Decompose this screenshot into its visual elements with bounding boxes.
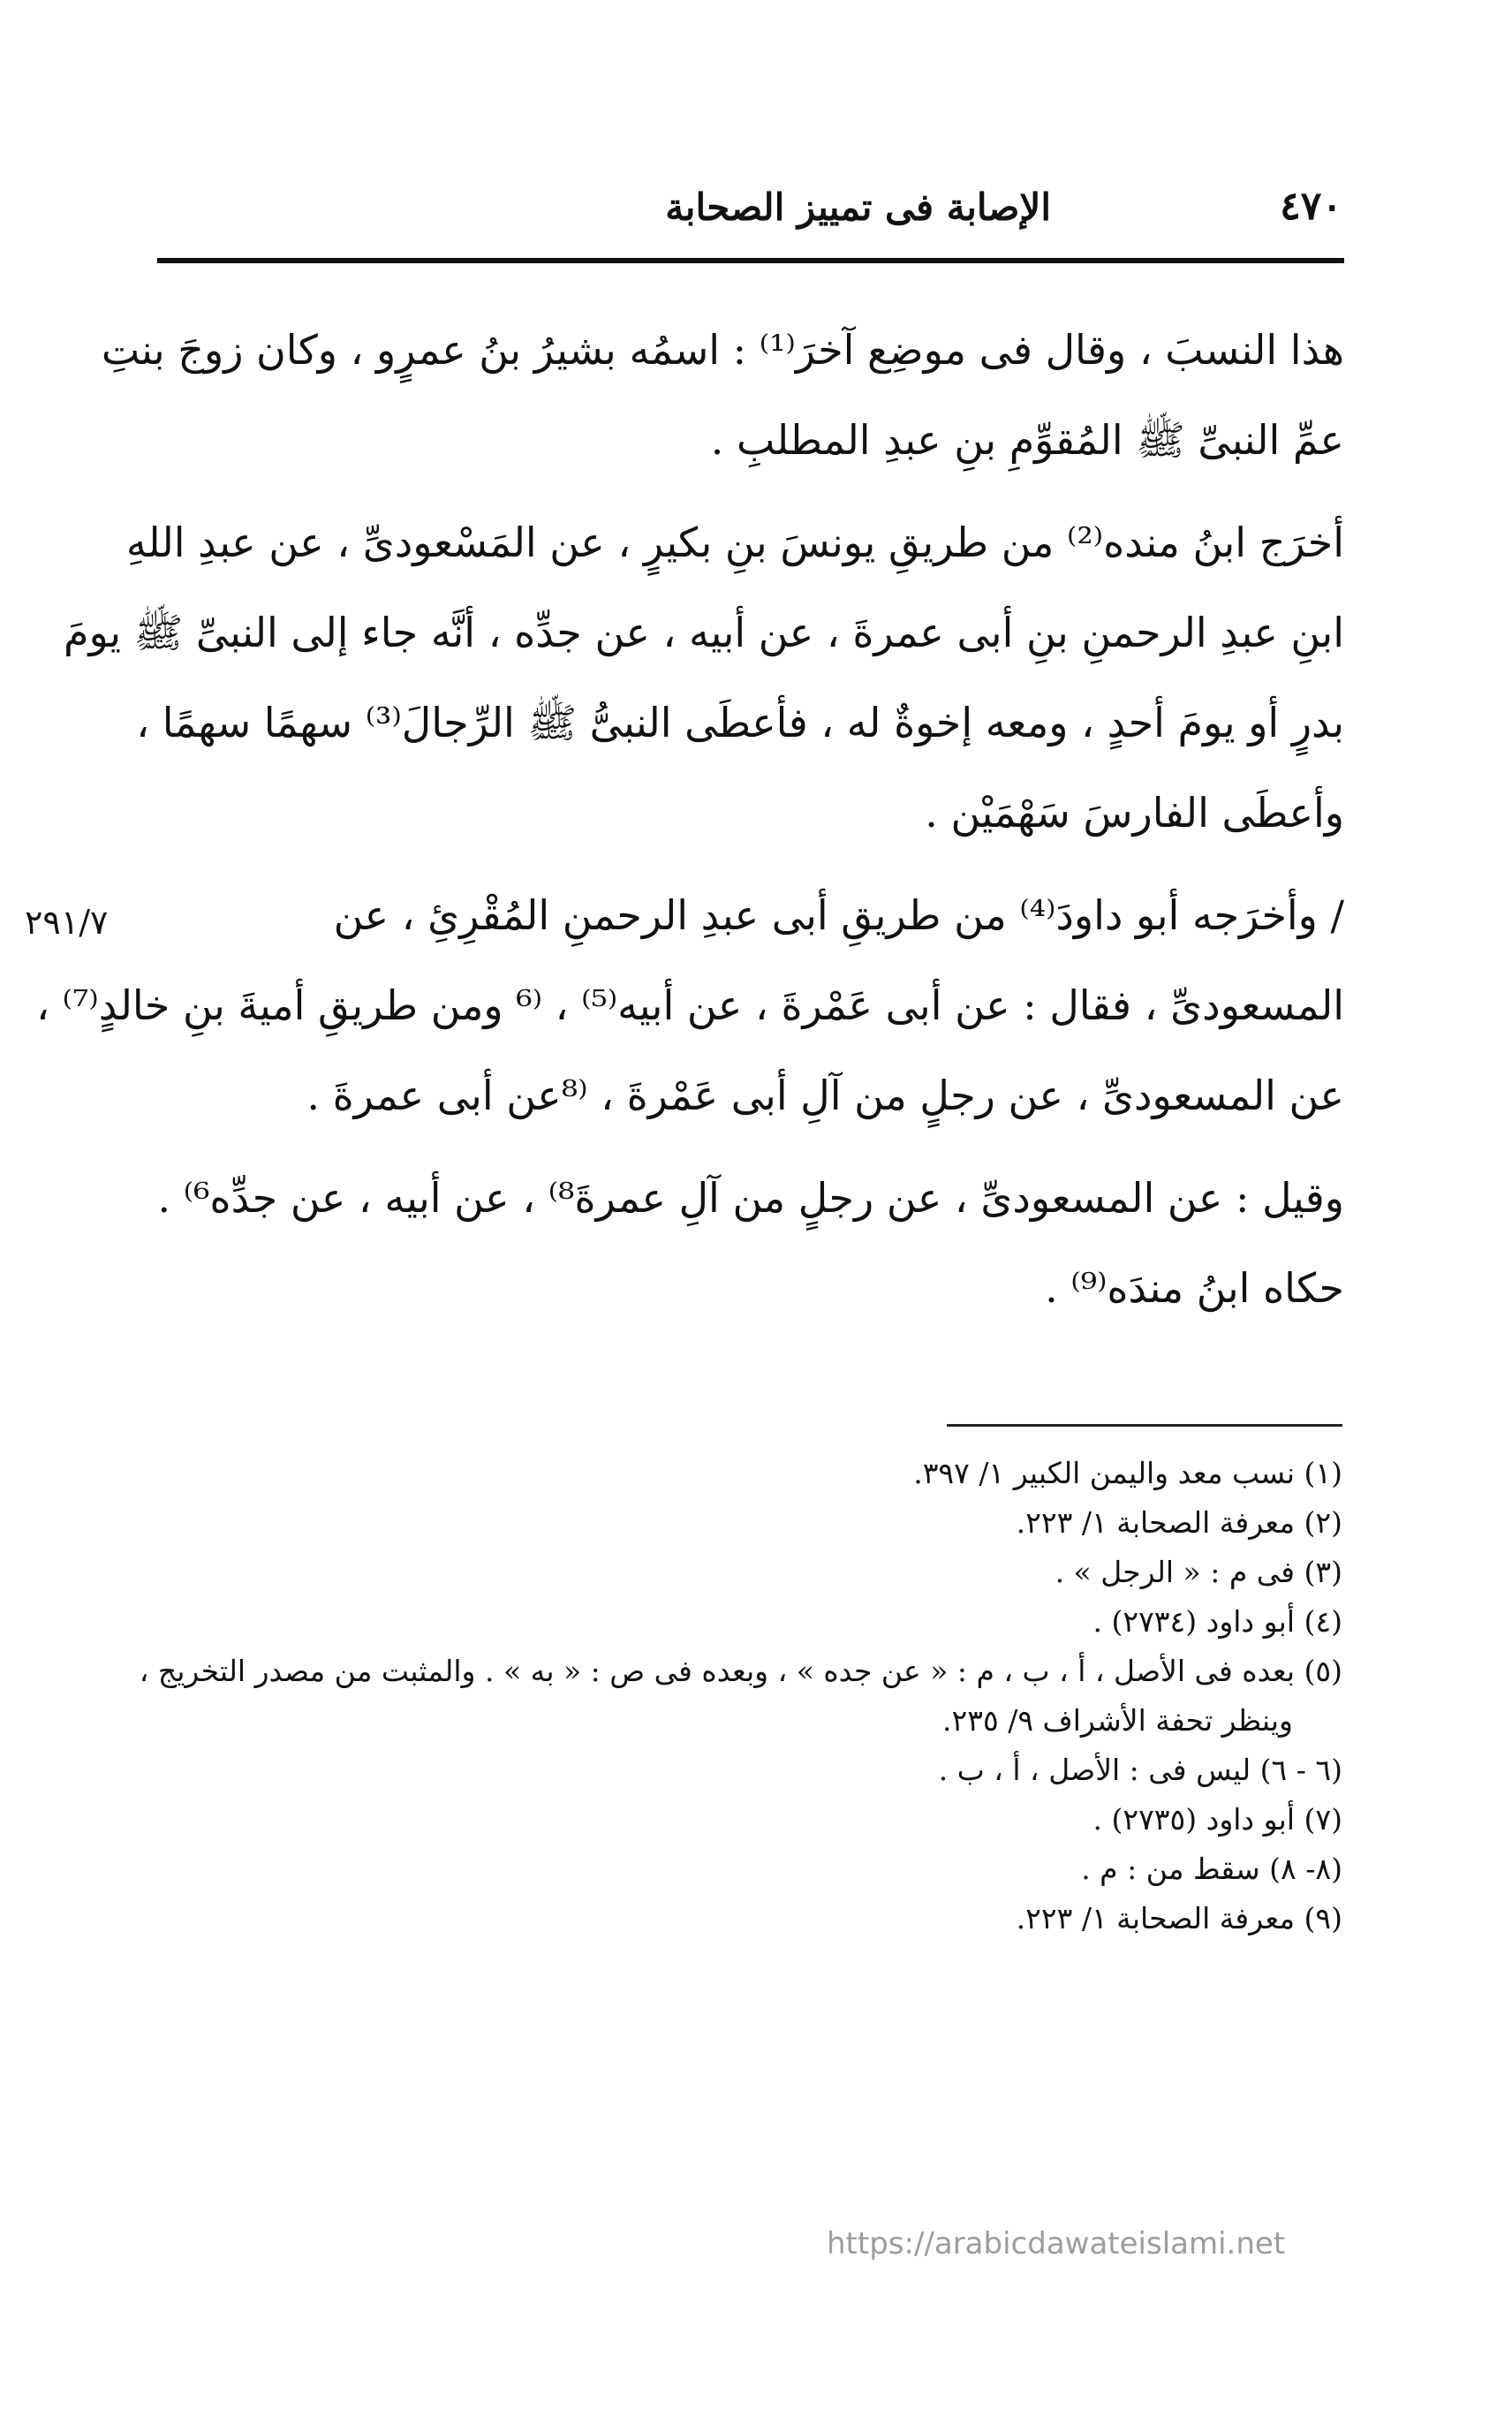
text-line: هذا النسبَ ، وقال فى موضِع آخرَ⁽¹⁾ : اسمُه بشيرُ بنُ عمرٍو ، وكان زوجَ بنتِ: [101, 326, 1344, 374]
footnote-separator: [947, 1424, 1342, 1427]
footnote-9: (٩) معرفة الصحابة ١/ ٢٢٣.: [1016, 1901, 1342, 1936]
running-header: [159, 168, 1342, 247]
footnotes: [139, 1449, 1342, 1943]
text-line: المسعودىِّ ، فقال : عن أبى عَمْرةَ ، عن أبيه⁽⁵⁾ ، ⁽⁶ ومن طريقِ أميةَ بنِ خالدٍ⁽⁷⁾ ،: [36, 981, 1344, 1029]
text-line: أخرَج ابنُ منده⁽²⁾ من طريقِ يونسَ بنِ بكيرٍ ، عن المَسْعودىِّ ، عن عبدِ اللهِ: [125, 519, 1344, 566]
footnote-8: (٨- ٨) سقط من : م .: [1081, 1852, 1342, 1886]
paragraph-2: [63, 497, 1344, 858]
text-line: وأعطَى الفارسَ سَهْمَيْن .: [925, 789, 1344, 837]
header-rule: [157, 258, 1344, 263]
footnote-5-continued: وينظر تحفة الأشراف ٩/ ٢٣٥.: [942, 1703, 1293, 1738]
footnote-5: (٥) بعده فى الأصل ، أ ، ب ، م : « عن جده » ، وبعده فى ص : « به » . والمثبت من مصدر التخريج ،: [139, 1654, 1342, 1688]
text-line: / وأخرَجه أبو داودَ⁽⁴⁾ من طريقِ أبى عبدِ الرحمنِ المُقْرِئِ ، عن: [333, 891, 1344, 939]
footnote-3: (٣) فى م : « الرجل » .: [1055, 1555, 1342, 1589]
text-line: وقيل : عن المسعودىِّ ، عن رجلٍ من آلِ عمرةَ⁸⁾ ، عن أبيه ، عن جدِّه⁶⁾ .: [157, 1174, 1344, 1222]
text-line: عن المسعودىِّ ، عن رجلٍ من آلِ أبى عَمْرةَ ، ⁽⁸عن أبى عمرةَ .: [306, 1072, 1344, 1119]
footnote-1: (١) نسب معد واليمن الكبير ١/ ٣٩٧.: [913, 1456, 1342, 1490]
text-line: ابنِ عبدِ الرحمنِ بنِ أبى عمرةَ ، عن أبيه ، عن جدِّه ، أنَّه جاء إلى النبىِّ ﷺ يومَ: [63, 609, 1344, 656]
text-line: عمِّ النبىِّ ﷺ المُقوِّمِ بنِ عبدِ المطلبِ .: [710, 416, 1344, 464]
paragraph-1: [101, 305, 1344, 485]
book-title: الإصابة فى تمييز الصحابة: [665, 186, 1051, 229]
page-number: ٤٧٠: [1280, 184, 1342, 229]
footnote-4: (٤) أبو داود (٢٧٣٤) .: [1092, 1604, 1342, 1639]
text-line: حكاه ابنُ مندَه⁽⁹⁾ .: [1045, 1264, 1344, 1312]
footnote-6: (٦ - ٦) ليس فى : الأصل ، أ ، ب .: [938, 1753, 1342, 1787]
footnote-7: (٧) أبو داود (٢٧٣٥) .: [1092, 1802, 1342, 1837]
margin-page-reference: ٢٩١/٧: [25, 903, 109, 942]
footnote-2: (٢) معرفة الصحابة ١/ ٢٢٣.: [1016, 1505, 1342, 1540]
paragraph-4: [157, 1153, 1344, 1333]
text-line: بدرٍ أو يومَ أحدٍ ، ومعه إخوةٌ له ، فأعطَى النبىُّ ﷺ الرِّجالَ⁽³⁾ سهمًا سهمًا ،: [136, 699, 1344, 746]
watermark-url: https://arabicdawateislami.net: [827, 2226, 1286, 2261]
